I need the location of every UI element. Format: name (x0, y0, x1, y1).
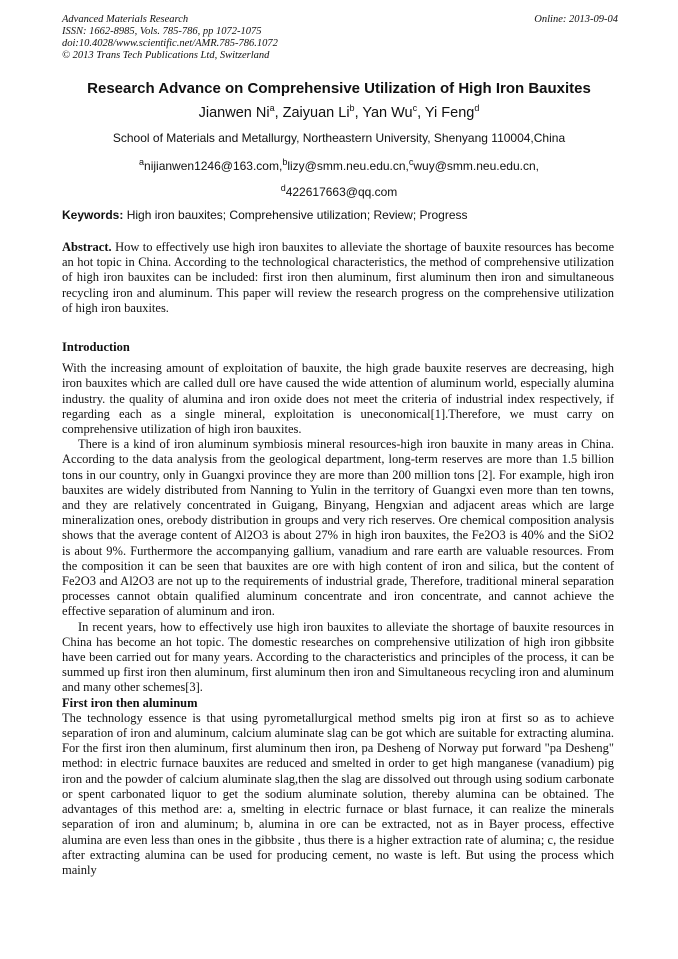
journal-header (62, 14, 618, 62)
author-superscript: a (269, 103, 275, 113)
keywords-label: Keywords: (62, 208, 124, 222)
abstract (62, 240, 614, 316)
paragraph: With the increasing amount of exploitation of bauxite, the high grade bauxite reserves are decreasing, high iron bauxites which are called dull ore have caused the wide attention of aluminum world, especially alumina industry. the quality of alumina and iron oxide does not meet the criteria of industrial index respectively, if regarding each as a single mineral, exploitation is uneconomical[1].Therefore, we must carry on comprehensive utilization of high iron bauxites. (62, 361, 614, 437)
doi-line: doi:10.4028/www.scientific.net/AMR.785-786.1072 (62, 38, 278, 49)
author-name: Yi Feng (424, 104, 475, 121)
online-date: Online: 2013-09-04 (534, 14, 618, 25)
paragraph: The technology essence is that using pyrometallurgical method smelts pig iron at first so as to achieve separation of iron and aluminum, calcium aluminate slag can be got which are suitable for extracting alumina. For the first iron then aluminum, first aluminum then iron, pa Desheng of Norway put forward "pa Desheng" method: in electric furnace bauxites are reduced and smelted in order to get high manganese (vanadium) pig iron and the powder of calcium aluminate slag,then the slag are dissolved out through using sodium carbonate or spent carbonated liquor to get the sodium aluminate solution, thereby alumina can be obtained. The advantages of this method are: a, smelting in electric furnace or blast furnace, it can realize the minerals separation of iron and aluminum; b, alumina in ore can be extracted, not as in Bayer process, effective alumina are even less than ones in the gibbsite , thus there is a higher extraction rate of alumina; c, the residue after extracting alumina can be used for producing cement, no waste is left. But using the process which mainly (62, 710, 614, 877)
email-superscript: a (139, 157, 145, 167)
email-address: lizy@smm.neu.edu.cn, (287, 159, 409, 173)
author-superscript: c (412, 103, 418, 113)
author-superscript: d (474, 103, 480, 113)
email-address: 422617663@qq.com (285, 185, 398, 199)
paragraph: In recent years, how to effectively use high iron bauxites to alleviate the shortage of bauxite resources in China has become an hot topic. The domestic researches on comprehensive utilization of high iron gibbsite have been carried out for many years. According to the characteristics and principles of the process, it can be summed up first iron then aluminum, first aluminum then iron and Simultaneous recycling iron and aluminum and many other schemes[3]. (62, 619, 614, 695)
author-list: Jianwen Ni$^a$, Zaiyuan Li$^b$, Yan Wu$^c$, Yi Feng$^d$ (198, 103, 480, 121)
keywords (62, 208, 618, 222)
author-superscript: b (349, 103, 355, 113)
abstract-label: Abstract. (62, 240, 112, 254)
paragraph: There is a kind of iron aluminum symbiosis mineral resources-high iron bauxite in many areas in China. According to the data analysis from the geological department, long-term reserves are more than 1.5 billion tons in our country, only in Guangxi province they are more than 200 million tons [2]. For example, high iron bauxites are widely distributed from Nanning to Yulin in the territory of Guangxi even more than ten towns, and they are relatively concentrated in Guigang, Binyang, Hengxian and adjacent areas which are large mineralization ones, orebody distribution in groups and very rich reserves. Ore chemical composition analysis shows that the average content of Al2O3 is about 27% in high iron bauxites, the Fe2O3 is 40% and the SiO2 is about 9%. Furthermore the accompanying gallium, vanadium and rare earth are valuable resources. From the composition it can be seen that bauxites are ore with high content of iron and silica, but the content of Fe2O3 and Al2O3 are not up to the requirements of industrial grade, Therefore, traditional mineral separation processes cannot obtain qualified aluminum concentrate and iron concentrate, and cannot achieve the effective separation of aluminum and iron. (62, 437, 614, 619)
main-text (62, 340, 614, 878)
section-heading-first-iron: First iron then aluminum (62, 695, 198, 710)
email-superscript: b (282, 157, 288, 167)
author-name: Yan Wu (362, 104, 413, 121)
author-name: Zaiyuan Li (282, 104, 350, 121)
section-heading-introduction: Introduction (62, 340, 130, 354)
email-superscript: c (408, 157, 414, 167)
email-list (40, 151, 638, 203)
email-superscript: d (280, 183, 286, 193)
affiliation: School of Materials and Metallurgy, Northeastern University, Shenyang 110004,China (112, 131, 566, 145)
abstract-text: How to effectively use high iron bauxites to alleviate the shortage of bauxite resources has become an hot topic in China. According to the technological characteristics, the method of comprehensive utilization of high iron bauxites can be included: first iron then aluminum, first aluminum then iron and simultaneous recycling iron and aluminum. This paper will review the research progress on the comprehensive utilization of high iron bauxites. (62, 240, 614, 315)
journal-name: Advanced Materials Research (62, 14, 189, 25)
keywords-text: High iron bauxites; Comprehensive utilization; Review; Progress (123, 208, 468, 222)
copyright-line: © 2013 Trans Tech Publications Ltd, Switzerland (62, 50, 270, 61)
author-name: Jianwen Ni (198, 104, 270, 121)
email-address: nijianwen1246@163.com, (144, 159, 283, 173)
issn-line: ISSN: 1662-8985, Vols. 785-786, pp 1072-1075 (62, 26, 262, 37)
paper-title: Research Advance on Comprehensive Utilization of High Iron Bauxites (87, 80, 591, 97)
email-address: wuy@smm.neu.edu.cn, (413, 159, 539, 173)
